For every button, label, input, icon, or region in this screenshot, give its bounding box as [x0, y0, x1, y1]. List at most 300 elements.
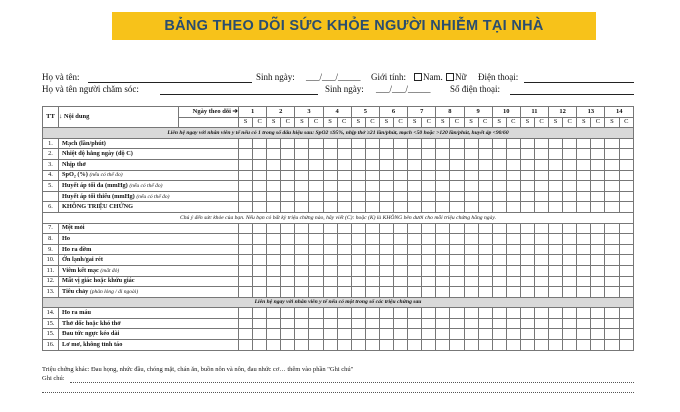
entry-cell[interactable]: [506, 318, 520, 329]
entry-cell[interactable]: [323, 223, 337, 234]
entry-cell[interactable]: [506, 223, 520, 234]
entry-cell[interactable]: [549, 255, 563, 266]
entry-cell[interactable]: [281, 340, 295, 351]
entry-cell[interactable]: [520, 223, 534, 234]
entry-cell[interactable]: [520, 265, 534, 276]
entry-cell[interactable]: [478, 318, 492, 329]
entry-cell[interactable]: [337, 329, 351, 340]
entry-cell[interactable]: [520, 170, 534, 181]
entry-cell[interactable]: [267, 255, 281, 266]
entry-cell[interactable]: [253, 308, 267, 319]
entry-cell[interactable]: [563, 191, 577, 202]
entry-cell[interactable]: [295, 138, 309, 149]
entry-cell[interactable]: [506, 329, 520, 340]
entry-cell[interactable]: [591, 340, 605, 351]
entry-cell[interactable]: [281, 149, 295, 160]
entry-cell[interactable]: [337, 202, 351, 213]
entry-cell[interactable]: [577, 234, 591, 245]
entry-cell[interactable]: [619, 223, 633, 234]
entry-cell[interactable]: [520, 255, 534, 266]
entry-cell[interactable]: [394, 202, 408, 213]
entry-cell[interactable]: [309, 265, 323, 276]
entry-cell[interactable]: [394, 329, 408, 340]
entry-cell[interactable]: [577, 329, 591, 340]
entry-cell[interactable]: [408, 244, 422, 255]
entry-cell[interactable]: [365, 149, 379, 160]
entry-cell[interactable]: [577, 276, 591, 287]
entry-cell[interactable]: [394, 223, 408, 234]
entry-cell[interactable]: [450, 138, 464, 149]
entry-cell[interactable]: [464, 149, 478, 160]
entry-cell[interactable]: [492, 202, 506, 213]
entry-cell[interactable]: [323, 149, 337, 160]
entry-cell[interactable]: [323, 318, 337, 329]
entry-cell[interactable]: [337, 276, 351, 287]
entry-cell[interactable]: [253, 318, 267, 329]
entry-cell[interactable]: [520, 181, 534, 192]
entry-cell[interactable]: [267, 318, 281, 329]
entry-cell[interactable]: [577, 223, 591, 234]
entry-cell[interactable]: [436, 244, 450, 255]
entry-cell[interactable]: [267, 191, 281, 202]
entry-cell[interactable]: [478, 234, 492, 245]
entry-cell[interactable]: [619, 159, 633, 170]
entry-cell[interactable]: [309, 276, 323, 287]
entry-cell[interactable]: [464, 287, 478, 298]
entry-cell[interactable]: [281, 234, 295, 245]
entry-cell[interactable]: [239, 191, 253, 202]
entry-cell[interactable]: [520, 159, 534, 170]
entry-cell[interactable]: [253, 202, 267, 213]
entry-cell[interactable]: [506, 181, 520, 192]
entry-cell[interactable]: [436, 255, 450, 266]
entry-cell[interactable]: [281, 191, 295, 202]
entry-cell[interactable]: [281, 287, 295, 298]
entry-cell[interactable]: [577, 265, 591, 276]
entry-cell[interactable]: [534, 318, 548, 329]
entry-cell[interactable]: [351, 202, 365, 213]
entry-cell[interactable]: [492, 159, 506, 170]
entry-cell[interactable]: [478, 202, 492, 213]
entry-cell[interactable]: [337, 223, 351, 234]
entry-cell[interactable]: [267, 308, 281, 319]
entry-cell[interactable]: [408, 276, 422, 287]
entry-cell[interactable]: [520, 340, 534, 351]
entry-cell[interactable]: [619, 149, 633, 160]
entry-cell[interactable]: [534, 308, 548, 319]
entry-cell[interactable]: [239, 159, 253, 170]
entry-cell[interactable]: [422, 234, 436, 245]
entry-cell[interactable]: [351, 170, 365, 181]
entry-cell[interactable]: [239, 276, 253, 287]
entry-cell[interactable]: [351, 191, 365, 202]
entry-cell[interactable]: [422, 159, 436, 170]
entry-cell[interactable]: [549, 308, 563, 319]
entry-cell[interactable]: [549, 287, 563, 298]
entry-cell[interactable]: [422, 287, 436, 298]
entry-cell[interactable]: [619, 138, 633, 149]
entry-cell[interactable]: [506, 191, 520, 202]
entry-cell[interactable]: [492, 276, 506, 287]
entry-cell[interactable]: [605, 318, 619, 329]
entry-cell[interactable]: [253, 223, 267, 234]
entry-cell[interactable]: [619, 202, 633, 213]
entry-cell[interactable]: [408, 329, 422, 340]
entry-cell[interactable]: [351, 276, 365, 287]
entry-cell[interactable]: [534, 138, 548, 149]
entry-cell[interactable]: [605, 276, 619, 287]
entry-cell[interactable]: [337, 234, 351, 245]
entry-cell[interactable]: [591, 181, 605, 192]
entry-cell[interactable]: [422, 318, 436, 329]
entry-cell[interactable]: [394, 276, 408, 287]
entry-cell[interactable]: [394, 308, 408, 319]
entry-cell[interactable]: [253, 276, 267, 287]
entry-cell[interactable]: [422, 138, 436, 149]
entry-cell[interactable]: [281, 318, 295, 329]
entry-cell[interactable]: [295, 159, 309, 170]
entry-cell[interactable]: [534, 149, 548, 160]
entry-cell[interactable]: [506, 287, 520, 298]
phone-number-field[interactable]: [510, 94, 634, 95]
entry-cell[interactable]: [605, 159, 619, 170]
entry-cell[interactable]: [450, 308, 464, 319]
entry-cell[interactable]: [520, 149, 534, 160]
entry-cell[interactable]: [337, 318, 351, 329]
entry-cell[interactable]: [464, 170, 478, 181]
entry-cell[interactable]: [365, 329, 379, 340]
entry-cell[interactable]: [295, 276, 309, 287]
entry-cell[interactable]: [295, 202, 309, 213]
entry-cell[interactable]: [267, 340, 281, 351]
entry-cell[interactable]: [281, 181, 295, 192]
entry-cell[interactable]: [450, 244, 464, 255]
entry-cell[interactable]: [450, 329, 464, 340]
entry-cell[interactable]: [534, 202, 548, 213]
entry-cell[interactable]: [253, 149, 267, 160]
entry-cell[interactable]: [534, 276, 548, 287]
entry-cell[interactable]: [323, 234, 337, 245]
entry-cell[interactable]: [422, 202, 436, 213]
entry-cell[interactable]: [351, 159, 365, 170]
entry-cell[interactable]: [591, 170, 605, 181]
entry-cell[interactable]: [422, 265, 436, 276]
entry-cell[interactable]: [464, 138, 478, 149]
entry-cell[interactable]: [323, 138, 337, 149]
entry-cell[interactable]: [408, 191, 422, 202]
entry-cell[interactable]: [281, 308, 295, 319]
entry-cell[interactable]: [492, 287, 506, 298]
entry-cell[interactable]: [323, 308, 337, 319]
entry-cell[interactable]: [436, 329, 450, 340]
entry-cell[interactable]: [309, 244, 323, 255]
entry-cell[interactable]: [295, 244, 309, 255]
entry-cell[interactable]: [450, 340, 464, 351]
entry-cell[interactable]: [351, 329, 365, 340]
entry-cell[interactable]: [549, 265, 563, 276]
entry-cell[interactable]: [365, 255, 379, 266]
entry-cell[interactable]: [394, 170, 408, 181]
entry-cell[interactable]: [394, 159, 408, 170]
entry-cell[interactable]: [464, 308, 478, 319]
entry-cell[interactable]: [295, 265, 309, 276]
entry-cell[interactable]: [295, 191, 309, 202]
entry-cell[interactable]: [365, 159, 379, 170]
entry-cell[interactable]: [619, 340, 633, 351]
entry-cell[interactable]: [309, 170, 323, 181]
entry-cell[interactable]: [379, 181, 393, 192]
entry-cell[interactable]: [534, 223, 548, 234]
entry-cell[interactable]: [365, 138, 379, 149]
entry-cell[interactable]: [309, 138, 323, 149]
entry-cell[interactable]: [394, 244, 408, 255]
entry-cell[interactable]: [281, 255, 295, 266]
entry-cell[interactable]: [253, 234, 267, 245]
entry-cell[interactable]: [464, 329, 478, 340]
entry-cell[interactable]: [591, 255, 605, 266]
entry-cell[interactable]: [351, 287, 365, 298]
entry-cell[interactable]: [549, 181, 563, 192]
entry-cell[interactable]: [239, 329, 253, 340]
entry-cell[interactable]: [394, 138, 408, 149]
entry-cell[interactable]: [394, 287, 408, 298]
entry-cell[interactable]: [239, 223, 253, 234]
entry-cell[interactable]: [408, 202, 422, 213]
entry-cell[interactable]: [492, 191, 506, 202]
entry-cell[interactable]: [605, 223, 619, 234]
entry-cell[interactable]: [492, 265, 506, 276]
entry-cell[interactable]: [365, 265, 379, 276]
phone-field[interactable]: [524, 82, 634, 83]
entry-cell[interactable]: [408, 265, 422, 276]
entry-cell[interactable]: [520, 191, 534, 202]
entry-cell[interactable]: [563, 202, 577, 213]
entry-cell[interactable]: [351, 340, 365, 351]
entry-cell[interactable]: [253, 329, 267, 340]
entry-cell[interactable]: [534, 234, 548, 245]
entry-cell[interactable]: [549, 159, 563, 170]
entry-cell[interactable]: [506, 255, 520, 266]
entry-cell[interactable]: [619, 308, 633, 319]
entry-cell[interactable]: [605, 308, 619, 319]
entry-cell[interactable]: [309, 255, 323, 266]
entry-cell[interactable]: [295, 223, 309, 234]
entry-cell[interactable]: [365, 340, 379, 351]
entry-cell[interactable]: [549, 276, 563, 287]
entry-cell[interactable]: [563, 170, 577, 181]
entry-cell[interactable]: [520, 276, 534, 287]
entry-cell[interactable]: [506, 202, 520, 213]
entry-cell[interactable]: [492, 223, 506, 234]
entry-cell[interactable]: [379, 223, 393, 234]
entry-cell[interactable]: [309, 191, 323, 202]
entry-cell[interactable]: [436, 308, 450, 319]
entry-cell[interactable]: [520, 138, 534, 149]
entry-cell[interactable]: [492, 329, 506, 340]
entry-cell[interactable]: [281, 170, 295, 181]
entry-cell[interactable]: [591, 276, 605, 287]
entry-cell[interactable]: [239, 255, 253, 266]
entry-cell[interactable]: [478, 138, 492, 149]
entry-cell[interactable]: [295, 318, 309, 329]
entry-cell[interactable]: [605, 340, 619, 351]
notes-line-2[interactable]: [42, 392, 634, 393]
entry-cell[interactable]: [253, 340, 267, 351]
notes-line-1[interactable]: [70, 382, 634, 383]
entry-cell[interactable]: [492, 255, 506, 266]
entry-cell[interactable]: [506, 149, 520, 160]
entry-cell[interactable]: [379, 265, 393, 276]
entry-cell[interactable]: [309, 223, 323, 234]
entry-cell[interactable]: [408, 170, 422, 181]
entry-cell[interactable]: [534, 265, 548, 276]
entry-cell[interactable]: [563, 308, 577, 319]
entry-cell[interactable]: [309, 329, 323, 340]
entry-cell[interactable]: [591, 202, 605, 213]
entry-cell[interactable]: [464, 234, 478, 245]
entry-cell[interactable]: [408, 159, 422, 170]
entry-cell[interactable]: [450, 170, 464, 181]
entry-cell[interactable]: [464, 340, 478, 351]
entry-cell[interactable]: [337, 191, 351, 202]
entry-cell[interactable]: [436, 149, 450, 160]
entry-cell[interactable]: [267, 287, 281, 298]
entry-cell[interactable]: [506, 276, 520, 287]
entry-cell[interactable]: [379, 255, 393, 266]
entry-cell[interactable]: [450, 265, 464, 276]
entry-cell[interactable]: [281, 138, 295, 149]
entry-cell[interactable]: [408, 223, 422, 234]
entry-cell[interactable]: [520, 287, 534, 298]
entry-cell[interactable]: [267, 244, 281, 255]
entry-cell[interactable]: [563, 255, 577, 266]
entry-cell[interactable]: [619, 170, 633, 181]
entry-cell[interactable]: [605, 287, 619, 298]
entry-cell[interactable]: [436, 202, 450, 213]
entry-cell[interactable]: [267, 149, 281, 160]
entry-cell[interactable]: [563, 244, 577, 255]
entry-cell[interactable]: [309, 202, 323, 213]
entry-cell[interactable]: [478, 149, 492, 160]
entry-cell[interactable]: [619, 276, 633, 287]
entry-cell[interactable]: [365, 276, 379, 287]
entry-cell[interactable]: [309, 149, 323, 160]
entry-cell[interactable]: [534, 159, 548, 170]
entry-cell[interactable]: [492, 181, 506, 192]
entry-cell[interactable]: [478, 170, 492, 181]
entry-cell[interactable]: [394, 191, 408, 202]
entry-cell[interactable]: [239, 149, 253, 160]
entry-cell[interactable]: [464, 255, 478, 266]
male-checkbox[interactable]: [414, 73, 422, 81]
entry-cell[interactable]: [464, 265, 478, 276]
entry-cell[interactable]: [365, 191, 379, 202]
entry-cell[interactable]: [534, 340, 548, 351]
entry-cell[interactable]: [464, 191, 478, 202]
entry-cell[interactable]: [281, 223, 295, 234]
entry-cell[interactable]: [577, 149, 591, 160]
entry-cell[interactable]: [239, 234, 253, 245]
entry-cell[interactable]: [619, 255, 633, 266]
entry-cell[interactable]: [619, 265, 633, 276]
entry-cell[interactable]: [422, 181, 436, 192]
entry-cell[interactable]: [295, 149, 309, 160]
entry-cell[interactable]: [379, 191, 393, 202]
entry-cell[interactable]: [549, 318, 563, 329]
entry-cell[interactable]: [619, 318, 633, 329]
entry-cell[interactable]: [605, 202, 619, 213]
entry-cell[interactable]: [591, 159, 605, 170]
entry-cell[interactable]: [549, 191, 563, 202]
entry-cell[interactable]: [323, 202, 337, 213]
entry-cell[interactable]: [295, 308, 309, 319]
entry-cell[interactable]: [309, 287, 323, 298]
entry-cell[interactable]: [351, 244, 365, 255]
entry-cell[interactable]: [379, 340, 393, 351]
entry-cell[interactable]: [337, 287, 351, 298]
entry-cell[interactable]: [379, 308, 393, 319]
entry-cell[interactable]: [253, 244, 267, 255]
entry-cell[interactable]: [295, 255, 309, 266]
entry-cell[interactable]: [520, 308, 534, 319]
entry-cell[interactable]: [577, 170, 591, 181]
entry-cell[interactable]: [351, 181, 365, 192]
entry-cell[interactable]: [436, 276, 450, 287]
entry-cell[interactable]: [408, 318, 422, 329]
entry-cell[interactable]: [577, 340, 591, 351]
entry-cell[interactable]: [337, 159, 351, 170]
entry-cell[interactable]: [337, 138, 351, 149]
entry-cell[interactable]: [422, 255, 436, 266]
entry-cell[interactable]: [436, 170, 450, 181]
entry-cell[interactable]: [267, 329, 281, 340]
entry-cell[interactable]: [450, 223, 464, 234]
entry-cell[interactable]: [239, 244, 253, 255]
entry-cell[interactable]: [492, 244, 506, 255]
entry-cell[interactable]: [379, 138, 393, 149]
entry-cell[interactable]: [323, 170, 337, 181]
entry-cell[interactable]: [605, 191, 619, 202]
entry-cell[interactable]: [534, 181, 548, 192]
entry-cell[interactable]: [337, 340, 351, 351]
entry-cell[interactable]: [408, 149, 422, 160]
entry-cell[interactable]: [323, 159, 337, 170]
entry-cell[interactable]: [365, 287, 379, 298]
entry-cell[interactable]: [605, 255, 619, 266]
entry-cell[interactable]: [337, 265, 351, 276]
entry-cell[interactable]: [309, 318, 323, 329]
entry-cell[interactable]: [605, 149, 619, 160]
entry-cell[interactable]: [239, 202, 253, 213]
dob2-field[interactable]: ___/___/_____: [376, 84, 431, 94]
entry-cell[interactable]: [309, 181, 323, 192]
entry-cell[interactable]: [253, 181, 267, 192]
entry-cell[interactable]: [520, 244, 534, 255]
entry-cell[interactable]: [492, 170, 506, 181]
entry-cell[interactable]: [351, 149, 365, 160]
entry-cell[interactable]: [253, 191, 267, 202]
entry-cell[interactable]: [239, 287, 253, 298]
entry-cell[interactable]: [549, 340, 563, 351]
entry-cell[interactable]: [549, 244, 563, 255]
entry-cell[interactable]: [267, 170, 281, 181]
entry-cell[interactable]: [295, 340, 309, 351]
entry-cell[interactable]: [379, 234, 393, 245]
entry-cell[interactable]: [450, 234, 464, 245]
entry-cell[interactable]: [605, 181, 619, 192]
entry-cell[interactable]: [436, 138, 450, 149]
entry-cell[interactable]: [492, 308, 506, 319]
